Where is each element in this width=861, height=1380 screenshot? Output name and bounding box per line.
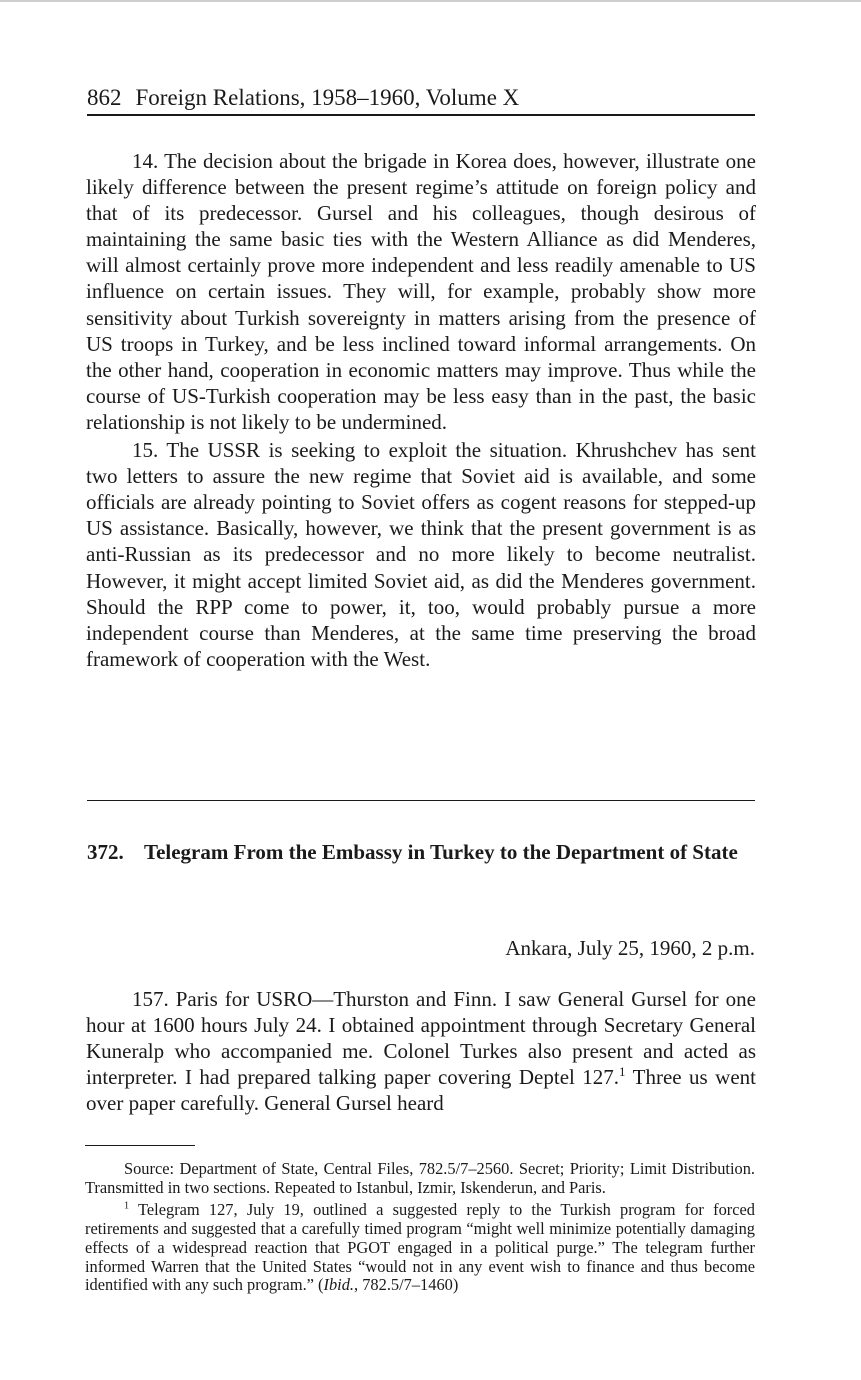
footnote-1-citation: , 782.5/7–1460) [354,1275,459,1295]
dateline: Ankara, July 25, 1960, 2 p.m. [505,936,755,960]
estimate-conclusion-text [86,148,756,672]
paragraph-15: 15. The USSR is seeking to exploit the situation. Khrushchev has sent two letters to assure the new regime that Soviet aid is available, and some officials are already pointing to Soviet offers as cogent reasons for stepped-up US assistance. Basically, however, we think that the present government is as anti-Russian as its predecessor and no more likely to become neutralist. However, it might accept limited Soviet aid, as did the Menderes government. Should the RPP come to power, it, too, would probably pursue a more independent course than Menderes, at the same time preserving the broad framework of cooperation with the West. [86,438,756,671]
telegram-body-start: 157. Paris for USRO—Thurston and Finn. I saw General Gursel for one hour at 1600 hours July 24. I obtained appointment through Secretary General Kuneralp who accompanied me. Colonel Turkes also present and acted as interpreter. I had prepared talking paper covering Deptel 127. [86,987,756,1090]
document-number: 372. [87,840,124,864]
source-note: Source: Department of State, Central Files, 782.5/7–2560. Secret; Priority; Limit Distribution. Transmitted in two sections. Repeated to Istanbul, Izmir, Iskenderun, and Paris. [85,1159,755,1197]
document-heading [87,840,755,865]
header-rule [87,114,755,116]
footnote-ref-1[interactable]: 1 [619,1064,626,1080]
footnote-1-ibid: Ibid. [323,1275,355,1295]
page-top-edge [0,0,861,2]
telegram-text [86,986,756,1116]
footnote-1 [85,1201,755,1296]
footnote-rule [85,1145,195,1146]
paragraph-14: 14. The decision about the brigade in Korea does, however, illustrate one likely difference between the present regime’s attitude on foreign policy and that of its predecessor. Gursel and his colleagues, though desirous of maintaining the same basic ties with the Western Alliance as did Menderes, will almost certainly prove more independent and less readily amenable to US influence on certain issues. They will, for example, probably show more sensitivity about Turkish sovereignty in matters arising from the presence of US troops in Turkey, and be less inclined toward informal arrangements. On the other hand, cooperation in economic matters may improve. Thus while the course of US-Turkish cooperation may be less easy than in the past, the basic relationship is not likely to be undermined. [86,149,756,434]
footnote-1-marker: 1 [124,1200,130,1212]
section-divider [87,800,755,801]
paragraph-157 [86,986,756,1116]
volume-title: Foreign Relations, 1958–1960, Volume X [135,85,520,110]
telegram-body-end: Three us went over paper carefully. General Gursel heard [86,1065,756,1116]
footnote-1-text: Telegram 127, July 19, outlined a suggested reply to the Turkish program for forced retirements and suggested that a carefully timed program “might well minimize potentially damaging effects of a widespread reaction that PGOT engaged in a political purge.” The telegram further informed Warren that the United States “would not in any event wish to finance and thus become identified with any such program.” ( [85,1199,755,1295]
page-number: 862 [87,85,122,110]
document-title: Telegram From the Embassy in Turkey to the Department of State [144,840,738,864]
footnotes [85,1160,755,1295]
running-header [87,84,755,112]
